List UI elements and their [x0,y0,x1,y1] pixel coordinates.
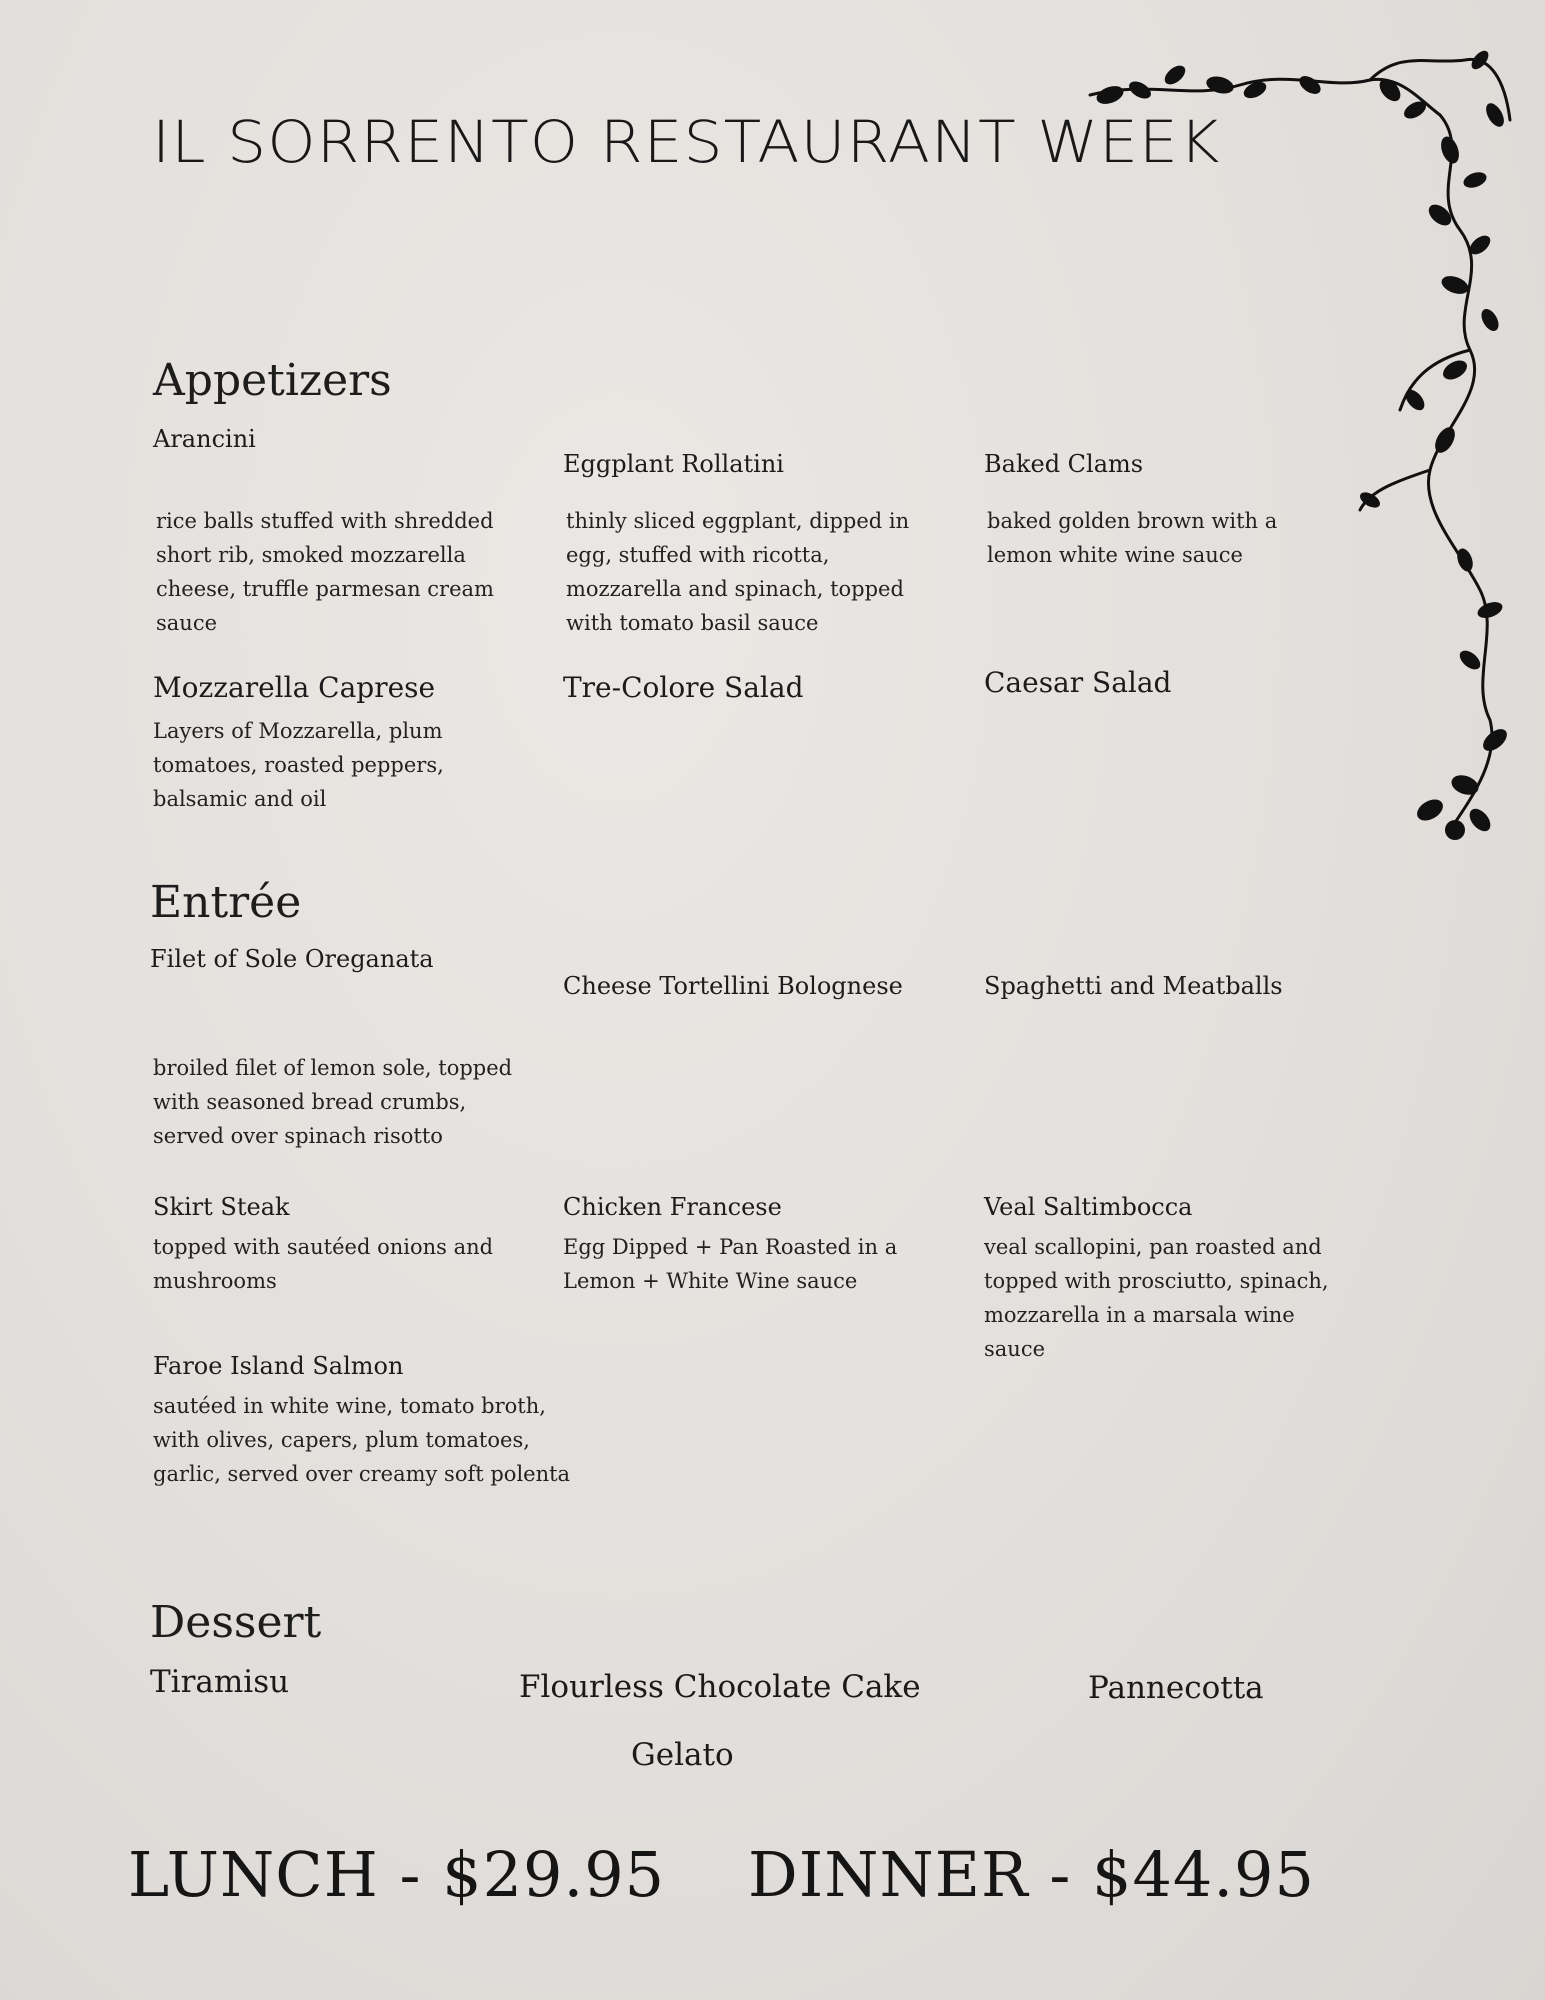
lunch-price: LUNCH - $29.95 [128,1838,666,1911]
menu-item-desc: veal scallopini, pan roasted and topped with prosciutto, spinach, mozzarella in a marsala wine sauce [984,1235,1329,1361]
menu-item-name: Caesar Salad [984,666,1172,699]
menu-item-name: Faroe Island Salmon [153,1352,404,1380]
dessert-item: Pannecotta [1088,1670,1264,1706]
menu-item-desc: rice balls stuffed with shredded short rib, smoked mozzarella cheese, truffle parmesan cream sauce [156,509,494,635]
menu-item-desc: Egg Dipped + Pan Roasted in a Lemon + White Wine sauce [563,1235,898,1293]
menu-item-name: Cheese Tortellini Bolognese [563,972,903,1000]
dessert-item: Tiramisu [150,1664,290,1700]
entree-heading: Entrée [150,877,302,928]
menu-item-desc: broiled filet of lemon sole, topped with seasoned bread crumbs, served over spinach risotto [153,1056,513,1148]
menu-item-desc: sautéed in white wine, tomato broth, with olives, capers, plum tomatoes, garlic, served over creamy soft polenta [153,1394,571,1486]
menu-item-desc: Layers of Mozzarella, plum tomatoes, roasted peppers, balsamic and oil [153,719,444,811]
menu-item-desc: topped with sautéed onions and mushrooms [153,1235,494,1293]
menu-item-name: Veal Saltimbocca [984,1193,1193,1221]
menu-item-name: Baked Clams [984,450,1144,478]
appetizers-heading: Appetizers [153,355,392,406]
menu-item-name: Mozzarella Caprese [153,671,436,704]
dinner-price: DINNER - $44.95 [748,1838,1315,1911]
menu-item-name: Arancini [153,425,256,453]
menu-item-name: Spaghetti and Meatballs [984,972,1283,1000]
menu-item-name: Skirt Steak [153,1193,290,1221]
menu-item-name: Eggplant Rollatini [563,450,784,478]
dessert-heading: Dessert [150,1597,322,1648]
dessert-item: Flourless Chocolate Cake [519,1669,921,1705]
menu-item-desc: thinly sliced eggplant, dipped in egg, stuffed with ricotta, mozzarella and spinach, topped with tomato basil sauce [566,509,910,635]
dessert-item: Gelato [631,1737,734,1773]
menu-item-name: Filet of Sole Oreganata [150,945,434,973]
menu-item-name: Tre-Colore Salad [563,671,804,704]
menu-item-name: Chicken Francese [563,1193,782,1221]
menu-item-desc: baked golden brown with a lemon white wine sauce [987,509,1278,567]
page-title: IL SORRENTO RESTAURANT WEEK [152,108,1221,176]
